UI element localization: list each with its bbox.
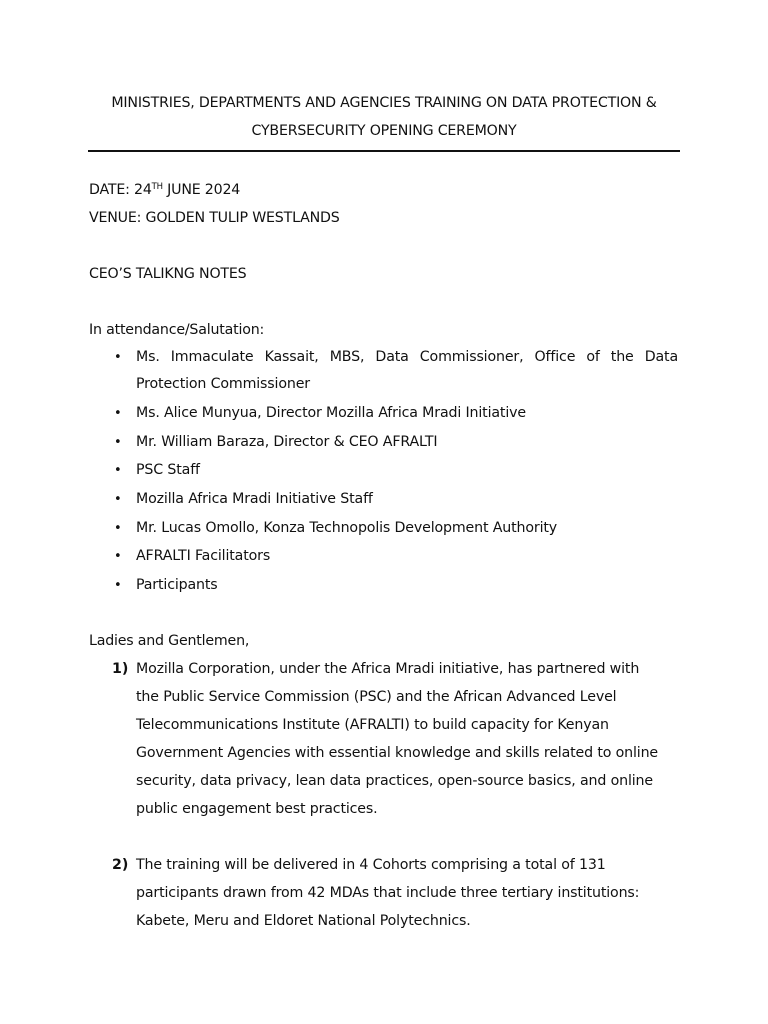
event-date-superscript: TH: [151, 182, 163, 192]
bullet-marker: •: [114, 406, 122, 421]
event-date-text: DATE: 24: [89, 182, 152, 198]
attendance-item: Mr. William Baraza, Director & CEO AFRALTI: [136, 434, 438, 450]
point-paragraph: Mozilla Corporation, under the Africa Mradi initiative, has partnered with the Public Service Commission (PSC) and the African Advanced Level Telecommunications Institute (AFRALTI) to build capacity for Kenyan Government Agencies with essential knowledge and skills related to online security, data privacy, lean data practices, open-source basics, and online public engagement best practices.: [136, 661, 659, 817]
document-title-line-2: CYBERSECURITY OPENING CEREMONY: [251, 123, 517, 139]
bullet-marker: •: [114, 350, 122, 365]
bullet-marker: •: [114, 521, 122, 536]
point-paragraph: The training will be delivered in 4 Cohorts comprising a total of 131 participants drawn from 42 MDAs that include three tertiary institutions: Kabete, Meru and Eldoret National Polytechnics.: [136, 857, 640, 929]
attendance-item: Ms. Immaculate Kassait, MBS, Data Commissioner, Office of the Data Protection Commissioner: [136, 349, 678, 392]
point-number: 1): [112, 661, 129, 677]
attendance-item: AFRALTI Facilitators: [136, 548, 271, 564]
bullet-marker: •: [114, 435, 122, 450]
attendance-heading: In attendance/Salutation:: [89, 322, 265, 338]
attendance-item: Mr. Lucas Omollo, Konza Technopolis Development Authority: [136, 520, 558, 536]
bullet-marker: •: [114, 578, 122, 593]
bullet-marker: •: [114, 549, 122, 564]
title-underline-rule: [88, 150, 680, 152]
attendance-item: Participants: [136, 577, 218, 593]
point-number: 2): [112, 857, 129, 873]
attendance-item: Mozilla Africa Mradi Initiative Staff: [136, 491, 373, 507]
bullet-marker: •: [114, 492, 122, 507]
event-date-month-year: JUNE 2024: [162, 182, 241, 198]
attendance-item: Ms. Alice Munyua, Director Mozilla Africa Mradi Initiative: [136, 405, 526, 421]
bullet-marker: •: [114, 463, 122, 478]
greeting: Ladies and Gentlemen,: [89, 633, 250, 649]
event-venue: VENUE: GOLDEN TULIP WESTLANDS: [89, 210, 340, 226]
attendance-item: PSC Staff: [136, 462, 200, 478]
notes-heading: CEO’S TALIKNG NOTES: [89, 266, 247, 282]
event-date: [89, 180, 240, 202]
document-title-line-1: MINISTRIES, DEPARTMENTS AND AGENCIES TRAINING ON DATA PROTECTION &: [111, 95, 657, 111]
